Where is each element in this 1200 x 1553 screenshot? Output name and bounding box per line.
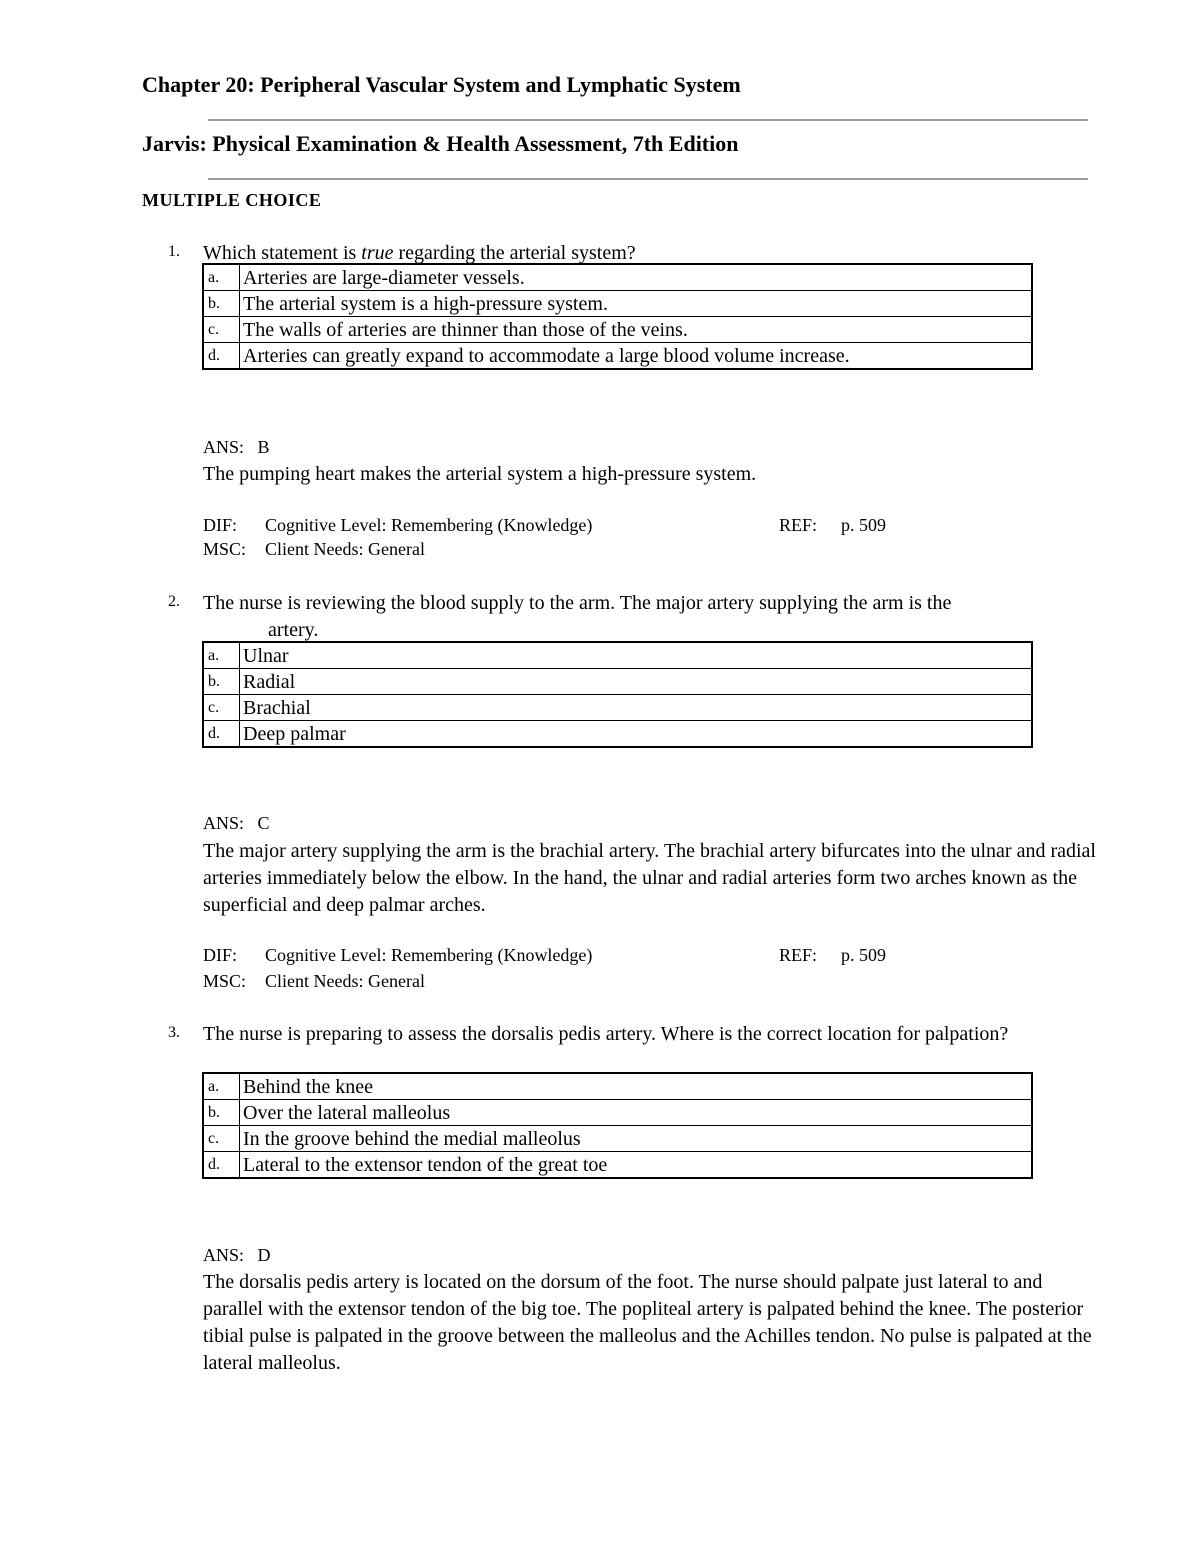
answer-options-table <box>202 1072 1033 1179</box>
dif-value: Cognitive Level: Remembering (Knowledge) <box>265 515 593 535</box>
option-text: The walls of arteries are thinner than those of the veins. <box>240 317 1033 343</box>
chapter-title: Chapter 20: Peripheral Vascular System and Lymphatic System <box>142 72 741 97</box>
title-divider <box>208 119 1088 121</box>
answer-line <box>203 813 270 834</box>
question-number: 1. <box>168 243 180 260</box>
option-row <box>203 1152 1032 1179</box>
book-title: Jarvis: Physical Examination & Health Assessment, 7th Edition <box>142 131 739 156</box>
answer-value: C <box>257 813 270 833</box>
answer-value: D <box>257 1245 271 1265</box>
option-row <box>203 642 1032 669</box>
option-row <box>203 1100 1032 1126</box>
option-text: Behind the knee <box>240 1073 1033 1100</box>
answer-value: B <box>257 437 270 457</box>
option-letter: c. <box>203 695 240 721</box>
book-title-divider <box>208 178 1088 180</box>
answer-line <box>203 437 270 458</box>
option-row <box>203 343 1032 370</box>
difficulty-line <box>203 515 1103 539</box>
option-letter: a. <box>203 1073 240 1100</box>
option-letter: c. <box>203 1126 240 1152</box>
msc-label: MSC: <box>203 539 247 559</box>
option-text: Deep palmar <box>240 721 1033 748</box>
option-row <box>203 1126 1032 1152</box>
option-text: Brachial <box>240 695 1033 721</box>
option-row <box>203 264 1032 291</box>
option-letter: c. <box>203 317 240 343</box>
option-letter: d. <box>203 721 240 748</box>
question-stem: The nurse is preparing to assess the dorsalis pedis artery. Where is the correct location for palpation? <box>203 1023 1009 1045</box>
answer-options-table <box>202 641 1033 748</box>
option-text: Radial <box>240 669 1033 695</box>
stem-text: Which statement is <box>203 242 362 264</box>
option-letter: a. <box>203 264 240 291</box>
option-row <box>203 1073 1032 1100</box>
option-letter: d. <box>203 343 240 370</box>
stem-text: regarding the arterial system? <box>393 242 636 264</box>
option-text: Arteries can greatly expand to accommodate a large blood volume increase. <box>240 343 1033 370</box>
option-letter: b. <box>203 1100 240 1126</box>
answer-label: ANS: <box>203 813 245 833</box>
msc-value: Client Needs: General <box>265 539 425 559</box>
ref-label: REF: <box>779 945 818 965</box>
question-number: 2. <box>168 593 180 610</box>
section-heading: MULTIPLE CHOICE <box>142 190 322 210</box>
stem-emphasis: true <box>361 242 394 264</box>
difficulty-line <box>203 945 1103 969</box>
option-row <box>203 291 1032 317</box>
stem-text: artery. <box>268 619 319 641</box>
msc-line <box>203 971 1103 995</box>
option-text: Ulnar <box>240 642 1033 669</box>
option-text: In the groove behind the medial malleolus <box>240 1126 1033 1152</box>
stem-text: The nurse is reviewing the blood supply to the arm. The major artery supplying the arm is the <box>203 592 952 614</box>
rationale: The dorsalis pedis artery is located on the dorsum of the foot. The nurse should palpate just lateral to and parallel with the extensor tendon of the big toe. The popliteal artery is palpated behind the knee. The posterior tibial pulse is palpated in the groove between the malleolus and the Achilles tendon. No pulse is palpated at the lateral malleolus. <box>203 1271 1092 1374</box>
msc-label: MSC: <box>203 971 247 991</box>
ref-value: p. 509 <box>841 515 886 535</box>
option-row <box>203 695 1032 721</box>
msc-value: Client Needs: General <box>265 971 425 991</box>
option-text: Arteries are large-diameter vessels. <box>240 264 1033 291</box>
dif-label: DIF: <box>203 515 238 535</box>
rationale: The pumping heart makes the arterial system a high-pressure system. <box>203 463 757 485</box>
msc-line <box>203 539 1103 563</box>
answer-label: ANS: <box>203 437 245 457</box>
dif-label: DIF: <box>203 945 238 965</box>
ref-label: REF: <box>779 515 818 535</box>
ref-value: p. 509 <box>841 945 886 965</box>
option-letter: b. <box>203 669 240 695</box>
option-text: Lateral to the extensor tendon of the great toe <box>240 1152 1033 1179</box>
question-stem <box>203 590 1098 644</box>
option-row <box>203 317 1032 343</box>
rationale: The major artery supplying the arm is the brachial artery. The brachial artery bifurcates into the ulnar and radial arteries immediately below the elbow. In the hand, the ulnar and radial arteries form two arches known as the superficial and deep palmar arches. <box>203 840 1096 916</box>
dif-value: Cognitive Level: Remembering (Knowledge) <box>265 945 593 965</box>
option-text: The arterial system is a high-pressure system. <box>240 291 1033 317</box>
option-row <box>203 721 1032 748</box>
option-letter: a. <box>203 642 240 669</box>
answer-label: ANS: <box>203 1245 245 1265</box>
option-letter: d. <box>203 1152 240 1179</box>
answer-line <box>203 1245 271 1266</box>
option-text: Over the lateral malleolus <box>240 1100 1033 1126</box>
option-row <box>203 669 1032 695</box>
option-letter: b. <box>203 291 240 317</box>
question-number: 3. <box>168 1024 180 1041</box>
answer-options-table <box>202 263 1033 370</box>
